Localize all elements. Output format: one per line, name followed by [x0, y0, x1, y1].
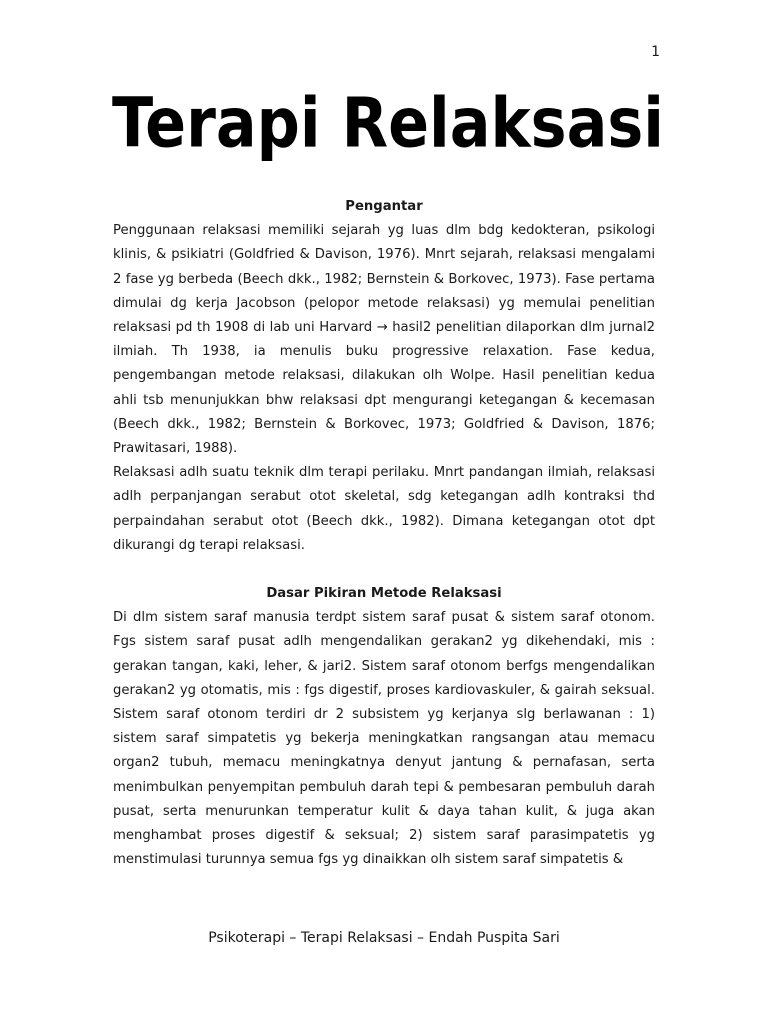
page-title	[108, 82, 668, 164]
page-footer: Psikoterapi – Terapi Relaksasi – Endah Puspita Sari	[208, 930, 560, 946]
paragraph-pengantar-1: Penggunaan relaksasi memiliki sejarah yg luas dlm bdg kedokteran, psikologi klinis, & psikiatri (Goldfried & Davison, 1976). Mnrt sejarah, relaksasi mengalami 2 fase yg berbeda (Beech dkk., 1982; Bernstein & Borkovec, 1973). Fase pertama dimulai dg kerja Jacobson (pelopor metode relaksasi) yg memulai penelitian relaksasi pd th 1908 di lab uni Harvard → hasil2 penelitian dilaporkan dlm jurnal2 ilmiah. Th 1938, ia menulis buku progressive relaxation. Fase kedua, pengembangan metode relaksasi, dilakukan olh Wolpe. Hasil penelitian kedua ahli tsb menunjukkan bhw relaksasi dpt mengurangi ketegangan & kecemasan (Beech dkk., 1982; Bernstein & Borkovec, 1973; Goldfried & Davison, 1876; Prawitasari, 1988).	[113, 223, 655, 457]
page-title-text: Terapi Relaksasi	[111, 83, 665, 164]
paragraph-dasar-pikiran-1: Di dlm sistem saraf manusia terdpt sistem saraf pusat & sistem saraf otonom. Fgs sistem saraf pusat adlh mengendalikan gerakan2 yg dikehendaki, mis : gerakan tangan, kaki, leher, & jari2. Sistem saraf otonom berfgs mengendalikan gerakan2 yg otomatis, mis : fgs digestif, proses kardiovaskuler, & gairah seksual. Sistem saraf otonom terdiri dr 2 subsistem yg kerjanya slg berlawanan : 1) sistem saraf simpatetis yg bekerja meningkatkan rangsangan atau memacu organ2 tubuh, memacu meningkatnya denyut jantung & pernafasan, serta menimbulkan penyempitan pembuluh darah tepi & pembesaran pembuluh darah pusat, serta menurunkan temperatur kulit & daya tahan kulit, & juga akan menghambat proses digestif & seksual; 2) sistem saraf parasimpatetis yg menstimulasi turunnya semua fgs yg dinaikkan olh sistem saraf simpatetis &	[113, 610, 655, 868]
paragraph-pengantar-2: Relaksasi adlh suatu teknik dlm terapi perilaku. Mnrt pandangan ilmiah, relaksasi adlh perpanjangan serabut otot skeletal, sdg ketegangan adlh kontraksi thd perpaindahan serabut otot (Beech dkk., 1982). Dimana ketegangan otot dpt dikurangi dg terapi relaksasi.	[113, 465, 655, 553]
document-body	[113, 195, 655, 872]
section-spacer	[113, 558, 655, 582]
section-heading-pengantar: Pengantar	[345, 199, 423, 214]
section-heading-dasar-pikiran: Dasar Pikiran Metode Relaksasi	[266, 586, 502, 602]
page-number: 1	[651, 44, 660, 60]
